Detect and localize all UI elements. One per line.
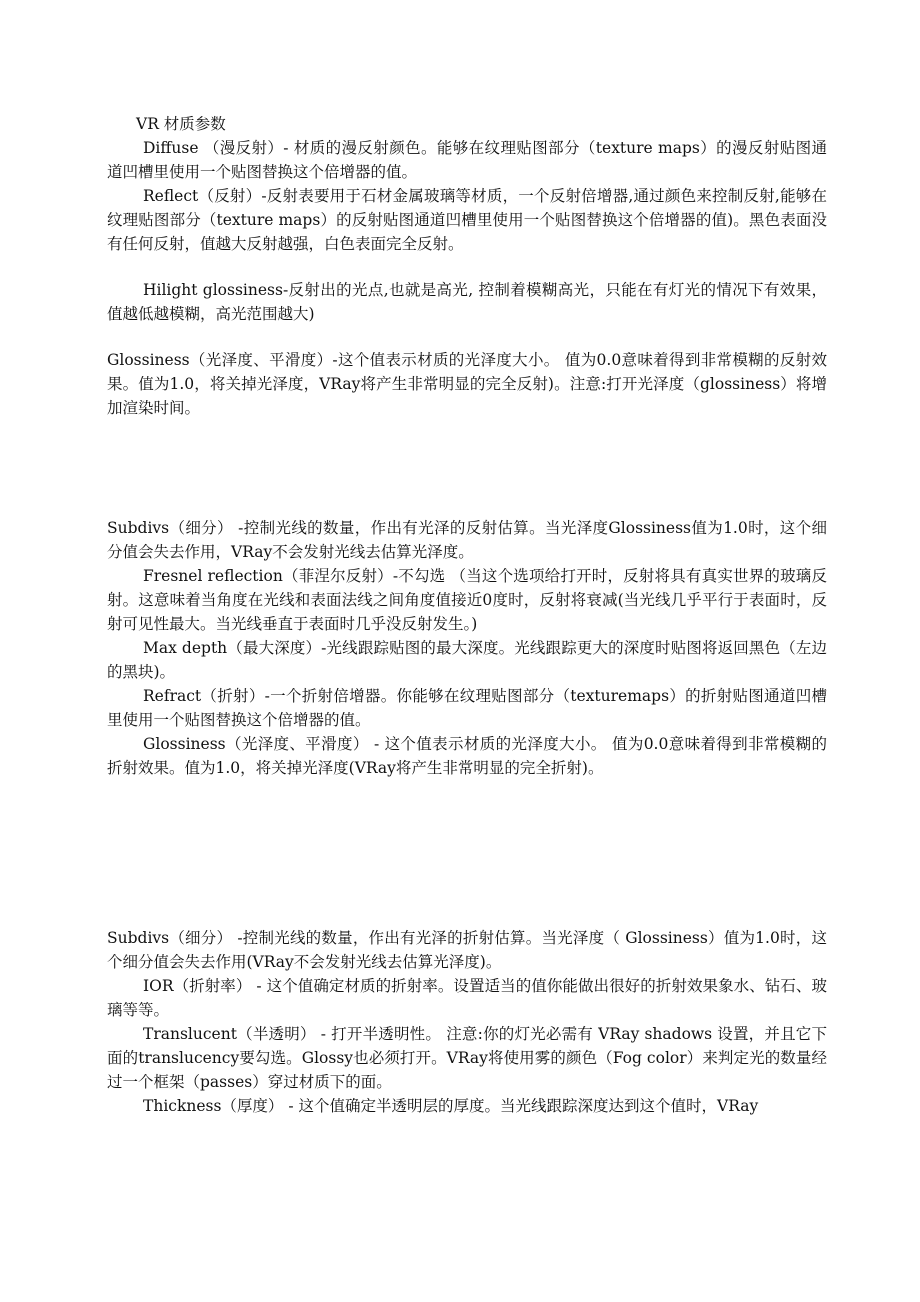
paragraph-thickness: Thickness（厚度） - 这个值确定半透明层的厚度。当光线跟踪深度达到这个值时，VRay — [143, 1097, 759, 1115]
paragraph-reflect-subdivs: Subdivs（细分） -控制光线的数量，作出有光泽的反射估算。当光泽度Glossiness值为1.0时，这个细分值会失去作用，VRay不会发射光线去估算光泽度。 — [107, 519, 827, 561]
paragraph-max-depth: Max depth（最大深度）-光线跟踪贴图的最大深度。光线跟踪更大的深度时贴图将返回黑色（左边的黑块)。 — [107, 639, 827, 681]
paragraph-translucent: Translucent（半透明） - 打开半透明性。 注意:你的灯光必需有 VRay shadows 设置，并且它下面的translucency要勾选。Glossy也必须打开。VRay将使用雾的颜色（Fog color）来判定光的数量经过一个框架（passes）穿过材质下的面。 — [107, 1025, 827, 1091]
paragraph-reflect-glossiness: Glossiness（光泽度、平滑度）-这个值表示材质的光泽度大小。 值为0.0意味着得到非常模糊的反射效果。值为1.0，将关掉光泽度，VRay将产生非常明显的完全反射)。注意:打开光泽度（glossiness）将增加渲染时间。 — [107, 351, 827, 417]
paragraph-refract-subdivs: Subdivs（细分） -控制光线的数量，作出有光泽的折射估算。当光泽度（ Glossiness）值为1.0时，这个细分值会失去作用(VRay不会发射光线去估算光泽度)。 — [107, 929, 827, 971]
paragraph-refract: Refract（折射）-一个折射倍增器。你能够在纹理贴图部分（texturemaps）的折射贴图通道凹槽里使用一个贴图替换这个倍增器的值。 — [107, 687, 827, 729]
paragraph-diffuse: Diffuse （漫反射）- 材质的漫反射颜色。能够在纹理贴图部分（texture maps）的漫反射贴图通道凹槽里使用一个贴图替换这个倍增器的值。 — [107, 139, 827, 181]
document-title: VR 材质参数 — [136, 115, 226, 133]
paragraph-refract-glossiness: Glossiness（光泽度、平滑度） - 这个值表示材质的光泽度大小。 值为0.0意味着得到非常模糊的折射效果。值为1.0，将关掉光泽度(VRay将产生非常明显的完全折射)。 — [107, 735, 827, 777]
paragraph-hilight-glossiness: Hilight glossiness-反射出的光点,也就是高光, 控制着模糊高光，只能在有灯光的情况下有效果，值越低越模糊，高光范围越大) — [107, 281, 827, 323]
paragraph-reflect: Reflect（反射）-反射表要用于石材金属玻璃等材质，一个反射倍增器,通过颜色来控制反射,能够在纹理贴图部分（texture maps）的反射贴图通道凹槽里使用一个贴图替换这个倍增器的值)。黑色表面没有任何反射，值越大反射越强，白色表面完全反射。 — [107, 187, 827, 253]
paragraph-ior: IOR（折射率） - 这个值确定材质的折射率。设置适当的值你能做出很好的折射效果象水、钻石、玻璃等等。 — [107, 977, 827, 1019]
paragraph-fresnel-reflection: Fresnel reflection（菲涅尔反射）-不勾选 （当这个选项给打开时，反射将具有真实世界的玻璃反射。这意味着当角度在光线和表面法线之间角度值接近0度时，反射将衰减(当光线几乎平行于表面时，反射可见性最大。当光线垂直于表面时几乎没反射发生。) — [107, 567, 827, 633]
